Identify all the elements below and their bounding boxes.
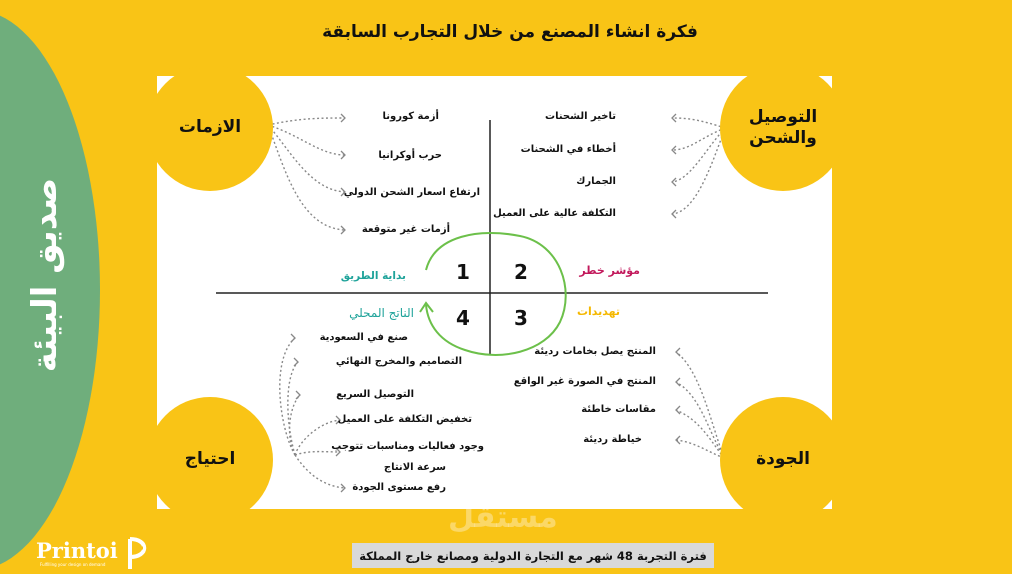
crises-item: أزمات غير متوقعة xyxy=(361,224,450,235)
need-item: التصاميم والمخرج النهائي xyxy=(335,356,462,367)
quadrant-2-label: مؤشر خطر xyxy=(579,264,640,277)
quality-item: المنتج في الصورة غير الواقع xyxy=(513,376,656,387)
brand-mark-icon xyxy=(127,537,151,571)
quadrant-1-label: بداية الطريق xyxy=(340,270,406,282)
need-item: وجود فعاليات ومناسبات تتوجب xyxy=(331,441,484,452)
corner-shipping-label: التوصيل والشحن xyxy=(748,106,818,148)
crises-item: حرب أوكرانيا xyxy=(378,150,442,161)
quadrant-4-label: الناتج المحلي xyxy=(349,306,414,320)
page-title: فكرة انشاء المصنع من خلال التجارب السابقة xyxy=(322,22,698,42)
shipping-item: الجمارك xyxy=(576,176,616,187)
corner-need-label: احتياج xyxy=(184,449,236,470)
quality-item: خياطة رديئة xyxy=(583,434,642,445)
shipping-item: أخطاء في الشحنات xyxy=(520,144,616,155)
connector-crises-1 xyxy=(268,118,345,125)
corner-quality-label: الجودة xyxy=(756,449,810,470)
corner-crises xyxy=(147,65,273,191)
quadrant-3-label: تهديدات xyxy=(576,305,620,318)
quadrant-4-number: 4 xyxy=(456,306,470,330)
corner-crises-label: الازمات xyxy=(178,117,242,138)
need-item: تخفيض التكلفة على العميل xyxy=(337,414,472,425)
quadrant-2-number: 2 xyxy=(514,260,528,284)
side-label: صديق البيئة xyxy=(25,177,65,373)
quadrant-3-number: 3 xyxy=(514,306,528,330)
need-item: رفع مستوى الجودة xyxy=(352,482,446,493)
corner-need xyxy=(147,397,273,523)
need-item: التوصيل السريع xyxy=(336,389,414,400)
crises-item: ارتفاع اسعار الشحن الدولي xyxy=(343,187,480,198)
quality-item: مقاسات خاطئة xyxy=(581,404,656,415)
crises-item: أزمة كورونا xyxy=(382,111,439,122)
shipping-item: تاخير الشحنات xyxy=(545,111,616,122)
need-item: سرعة الانتاج xyxy=(383,462,446,473)
corner-quality xyxy=(720,397,846,523)
brand-tagline: Fulfilling your design on demand xyxy=(40,562,106,567)
quality-item: المنتج يصل بخامات رديئة xyxy=(534,346,656,357)
cycle-arc xyxy=(426,233,566,355)
quadrant-1-number: 1 xyxy=(456,260,470,284)
watermark: مستقل xyxy=(448,500,558,535)
footer-note: فترة التجربة 48 شهر مع التجارة الدولية ومصانع خارج المملكة xyxy=(352,543,714,568)
need-item: صنع في السعودية xyxy=(319,332,408,343)
corner-shipping xyxy=(720,65,846,191)
shipping-item: التكلفة عالية على العميل xyxy=(493,208,616,219)
brand-logo: Printoi xyxy=(36,538,118,563)
